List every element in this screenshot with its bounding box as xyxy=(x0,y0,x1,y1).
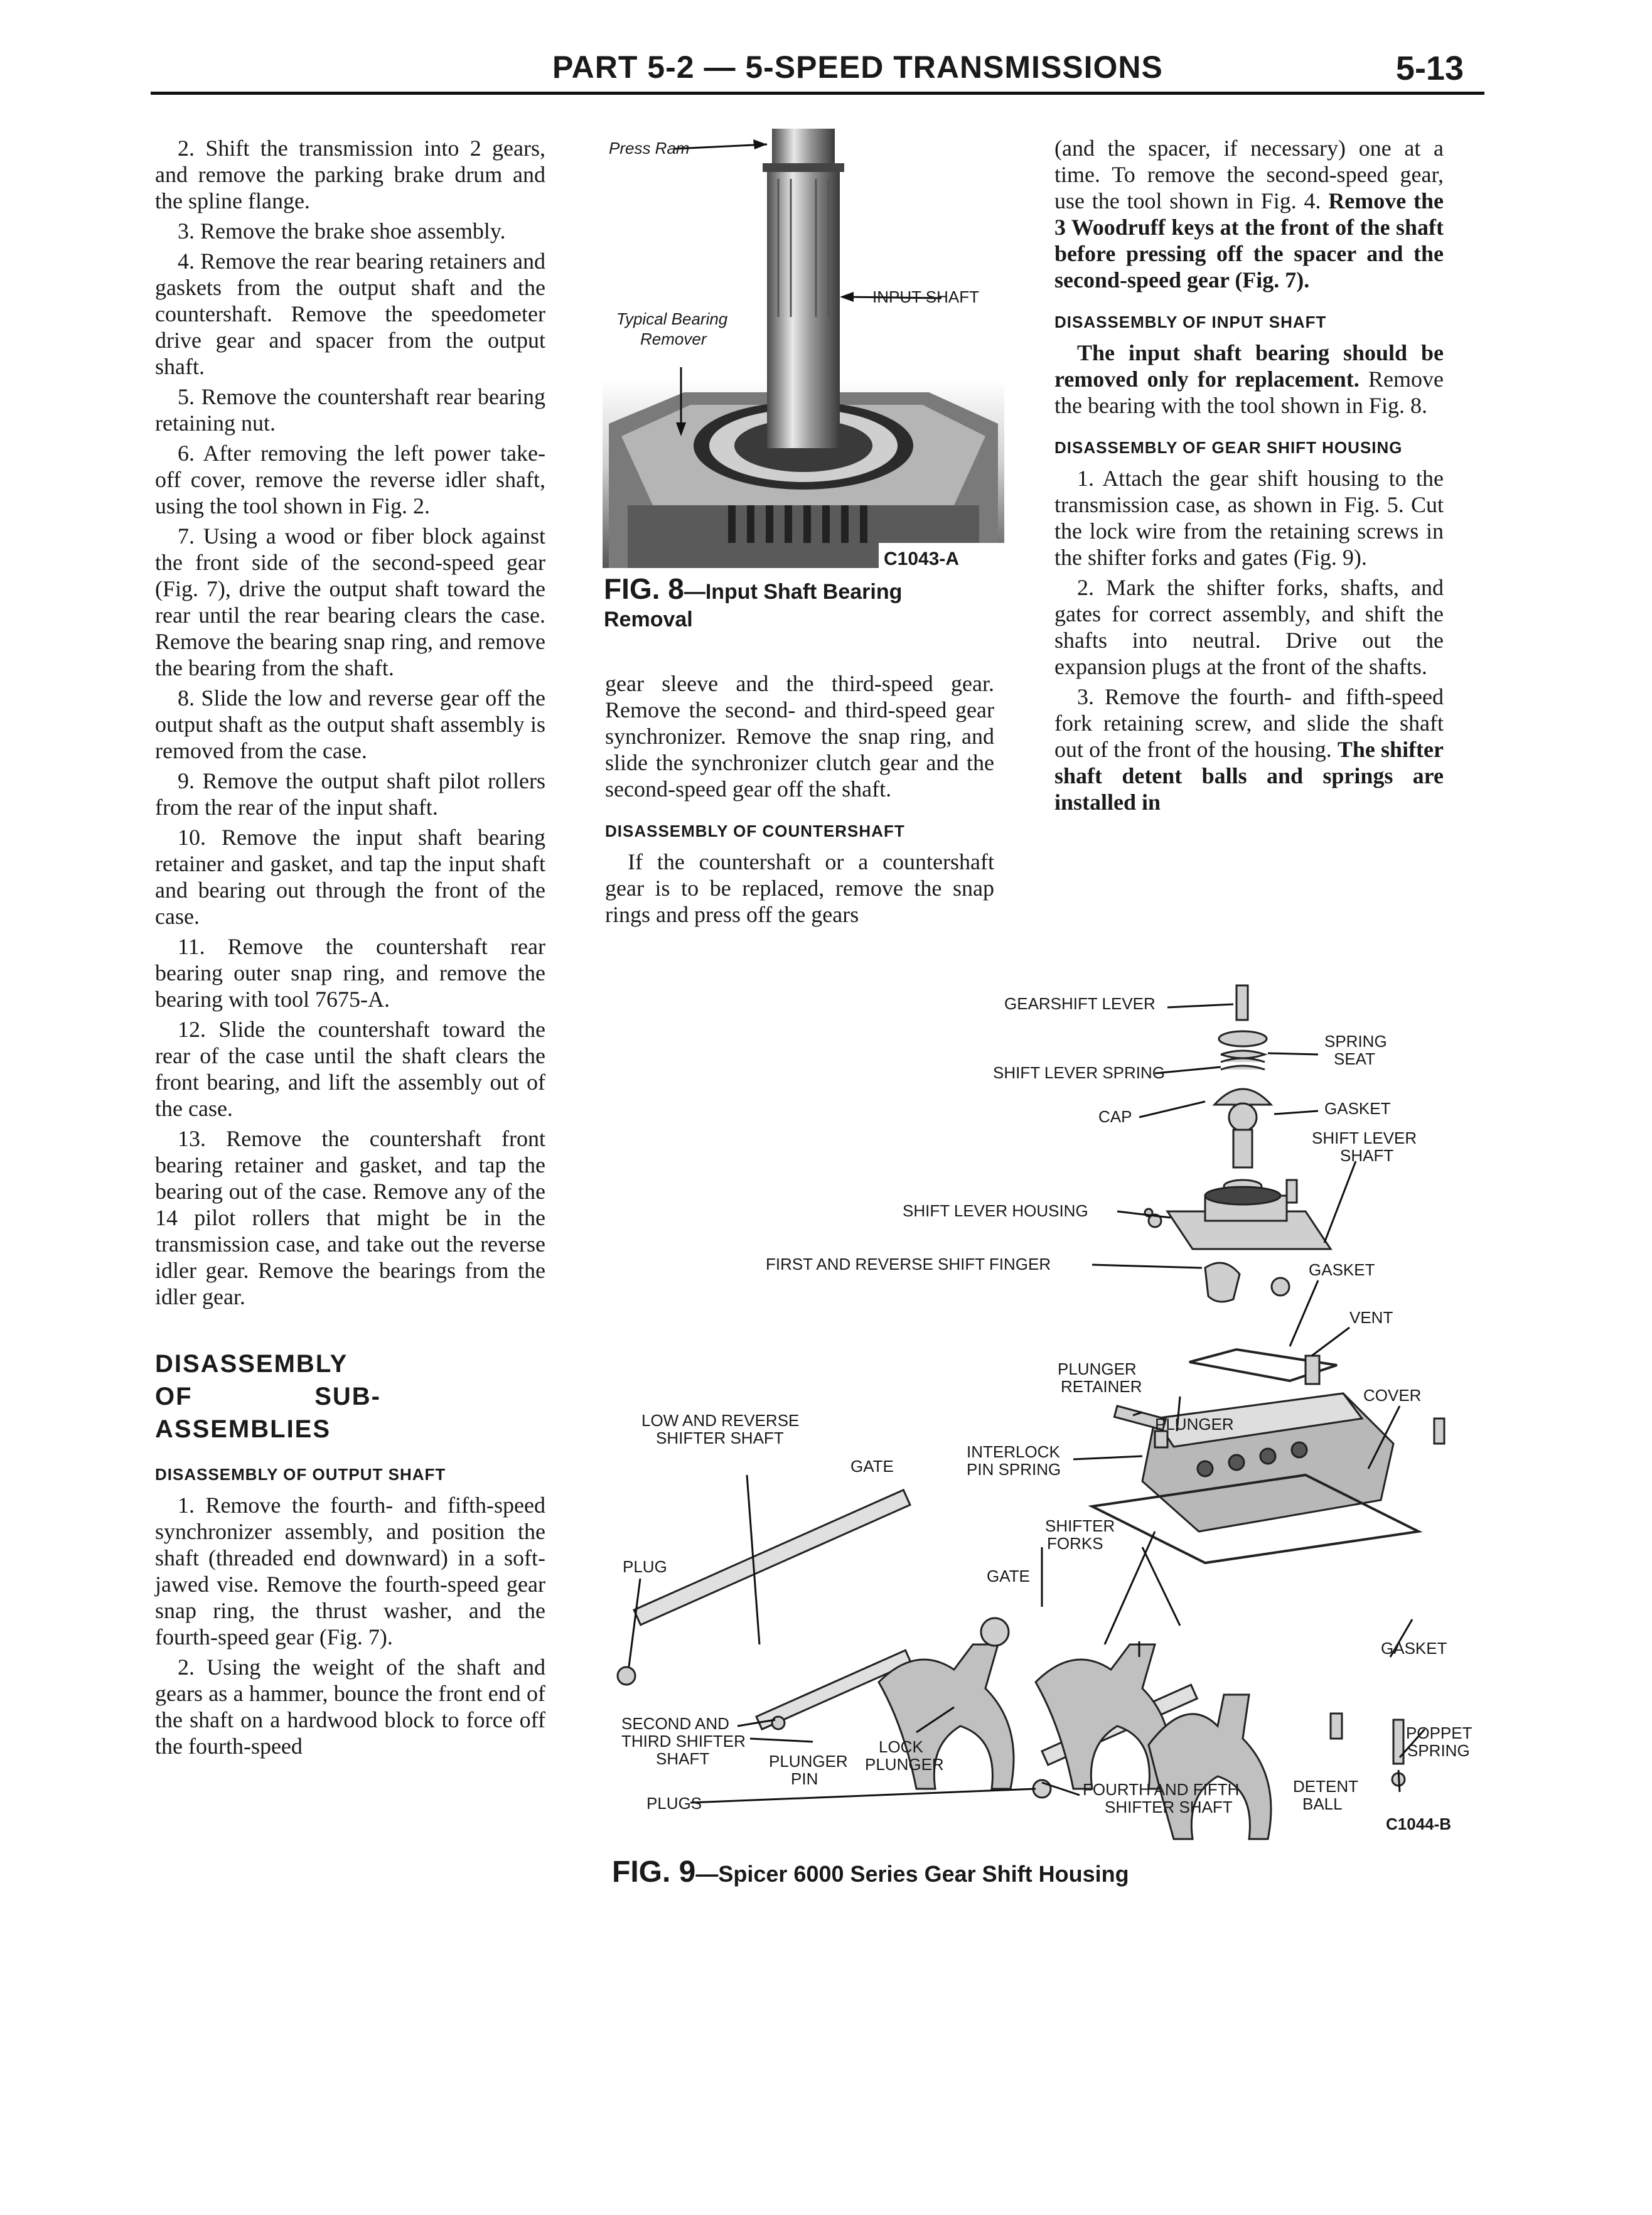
label-gasket-mid: GASKET xyxy=(1309,1260,1375,1279)
label-plunger: PLUNGER xyxy=(1155,1415,1234,1434)
label-plunger-retainer-1: PLUNGER xyxy=(1058,1360,1137,1378)
right-para-1-bold: Remove the 3 Woodruff keys at the front of the shaft before pressing off the spacer and the second-speed gear (Fig. 7). xyxy=(1054,188,1444,292)
fig9-caption-text: —Spicer 6000 Series Gear Shift Housing xyxy=(695,1861,1129,1887)
right-step-3 xyxy=(1054,684,1444,815)
label-plug: PLUG xyxy=(623,1557,667,1576)
fig9-diagram xyxy=(603,979,1494,1883)
page-number: 5-13 xyxy=(1395,50,1464,87)
right-para-2-bold: The input shaft bearing should be removed only for replacement. xyxy=(1054,340,1444,392)
label-cover: COVER xyxy=(1363,1386,1422,1405)
fig8-caption xyxy=(604,572,993,633)
fig8-caption-text: —Input Shaft Bearing Removal xyxy=(604,580,903,631)
label-gearshift-lever: GEARSHIFT LEVER xyxy=(1004,994,1156,1013)
label-first-reverse-finger: FIRST AND REVERSE SHIFT FINGER xyxy=(766,1255,1051,1274)
label-fourth-fifth-2: SHIFTER SHAFT xyxy=(1105,1798,1233,1816)
right-para-1-normal: (and the spacer, if necessary) one at a time. To remove the second-speed gear, use the tool shown in Fig. 4. xyxy=(1054,136,1444,213)
input-shaft-heading: DISASSEMBLY OF INPUT SHAFT xyxy=(1054,313,1327,331)
label-gate-1: GATE xyxy=(850,1457,894,1476)
step-10: 10. Remove the input shaft bearing retainer and gasket, and tap the input shaft and bearing out through the front of the case. xyxy=(155,825,545,929)
page-title: PART 5-2 — 5-SPEED TRANSMISSIONS xyxy=(552,50,1163,85)
label-detent-1: DETENT xyxy=(1293,1777,1358,1796)
label-interlock-2: PIN SPRING xyxy=(967,1460,1061,1479)
label-lock-plunger-2: PLUNGER xyxy=(865,1755,944,1774)
step-3: 3. Remove the brake shoe assembly. xyxy=(178,218,506,244)
countershaft-heading: DISASSEMBLY OF COUNTERSHAFT xyxy=(605,822,905,840)
label-second-third-3: SHAFT xyxy=(656,1749,710,1768)
output-step-1: 1. Remove the fourth- and fifth-speed synchronizer assembly, and position the shaft (threaded end downward) in a soft-jawed vise. Remove the fourth-speed gear snap ring, the thrust washer, and the fourth-speed gear (Fig. 7). xyxy=(155,1493,545,1649)
step-6: 6. After removing the left power take-off cover, remove the reverse idler shaft, using the tool shown in Fig. 2. xyxy=(155,441,545,518)
right-para-1 xyxy=(1054,135,1444,293)
right-para-2 xyxy=(1054,340,1444,419)
right-step-3-normal: 3. Remove the fourth- and fifth-speed fork retaining screw, and slide the shaft out of the front of the housing. xyxy=(1054,684,1444,762)
label-plugs: PLUGS xyxy=(646,1794,702,1813)
fig8-code: C1043-A xyxy=(884,549,960,569)
label-lock-plunger-1: LOCK xyxy=(879,1737,923,1756)
right-step-1: 1. Attach the gear shift housing to the transmission case, as shown in Fig. 5. Cut the lock wire from the retaining screws in the shifter forks and gates (Fig. 9). xyxy=(1054,466,1444,570)
label-gate-2: GATE xyxy=(987,1567,1030,1585)
fig8-press-ram-label: Press Ram xyxy=(609,139,690,158)
label-low-reverse-2: SHIFTER SHAFT xyxy=(656,1429,784,1447)
right-column xyxy=(1054,135,1444,819)
label-second-third-1: SECOND AND xyxy=(621,1714,729,1733)
label-vent: VENT xyxy=(1349,1308,1393,1327)
label-shift-lever-spring: SHIFT LEVER SPRING xyxy=(993,1063,1166,1082)
label-shift-lever-shaft-1: SHIFT LEVER xyxy=(1312,1129,1417,1147)
label-second-third-2: THIRD SHIFTER xyxy=(621,1732,746,1751)
middle-para-2: If the countershaft or a countershaft gear is to be replaced, remove the snap rings and press off the gears xyxy=(605,849,994,927)
fig8-input-shaft-text: INPUT SHAFT xyxy=(872,287,979,306)
label-detent-2: BALL xyxy=(1302,1794,1343,1813)
page-header xyxy=(0,44,1652,94)
output-shaft-heading: DISASSEMBLY OF OUTPUT SHAFT xyxy=(155,1465,446,1484)
fig8-remover-label-2: Remover xyxy=(640,330,707,348)
label-gasket-low: GASKET xyxy=(1381,1639,1447,1658)
label-interlock-1: INTERLOCK xyxy=(967,1442,1060,1461)
step-4: 4. Remove the rear bearing retainers and gaskets from the output shaft and the countershaft. Remove the speedometer drive gear and spacer from the output shaft. xyxy=(155,249,545,379)
middle-para-1: gear sleeve and the third-speed gear. Remove the second- and third-speed gear synchronizer. Remove the snap ring, and slide the synchronizer clutch gear and the second-speed gear off the shaft. xyxy=(605,671,994,802)
middle-column xyxy=(605,670,994,931)
label-shifter-forks-1: SHIFTER xyxy=(1045,1516,1115,1535)
fig9-caption xyxy=(612,1857,1428,1890)
label-spring-seat-2: SEAT xyxy=(1334,1049,1375,1068)
step-8: 8. Slide the low and reverse gear off the output shaft as the output shaft assembly is removed from the case. xyxy=(155,685,545,763)
label-gasket-top: GASKET xyxy=(1324,1099,1391,1118)
step-5: 5. Remove the countershaft rear bearing retaining nut. xyxy=(155,384,545,436)
label-cap: CAP xyxy=(1098,1107,1132,1126)
label-shifter-forks-2: FORKS xyxy=(1047,1534,1103,1553)
gear-shift-heading: DISASSEMBLY OF GEAR SHIFT HOUSING xyxy=(1054,438,1403,457)
section-heading: DISASSEMBLY OF SUB-ASSEMBLIES xyxy=(155,1350,381,1443)
label-shift-lever-housing: SHIFT LEVER HOUSING xyxy=(903,1201,1088,1220)
fig8-caption-fig: FIG. 8 xyxy=(604,572,684,605)
label-spring-seat-1: SPRING xyxy=(1324,1032,1387,1051)
step-12: 12. Slide the countershaft toward the rear of the case until the shaft clears the front bearing, and lift the assembly out of the case. xyxy=(155,1017,545,1121)
fig8-remover-label-1: Typical Bearing xyxy=(616,309,728,328)
label-poppet-1: POPPET xyxy=(1406,1724,1472,1742)
label-low-reverse-1: LOW AND REVERSE xyxy=(641,1411,800,1430)
step-13: 13. Remove the countershaft front bearing retainer and gasket, and tap the bearing out of the case. Remove any of the 14 pilot rollers that might be in the transmission case, and take out the reverse idler gear. Remove the bearings from the idler gear. xyxy=(155,1126,545,1309)
right-step-2: 2. Mark the shifter forks, shafts, and gates for correct assembly, and shift the shafts into neutral. Drive out the expansion plugs at the front of the shafts. xyxy=(1054,575,1444,679)
label-plunger-pin-1: PLUNGER xyxy=(769,1752,848,1771)
fig9-code: C1044-B xyxy=(1386,1815,1452,1833)
label-plunger-pin-2: PIN xyxy=(791,1769,818,1788)
left-column xyxy=(155,135,545,1763)
fig8-photo xyxy=(603,129,1004,574)
step-2: 2. Shift the transmission into 2 gears, and remove the parking brake drum and the spline flange. xyxy=(155,136,545,213)
step-9: 9. Remove the output shaft pilot rollers from the rear of the input shaft. xyxy=(155,768,545,820)
header-rule xyxy=(151,92,1484,95)
right-para-2-normal: Remove the bearing with the tool shown in Fig. 8. xyxy=(1054,367,1444,418)
label-plunger-retainer-2: RETAINER xyxy=(1061,1377,1142,1396)
label-shift-lever-shaft-2: SHAFT xyxy=(1340,1146,1394,1165)
output-step-2: 2. Using the weight of the shaft and gears as a hammer, bounce the front end of the shaft on a hardwood block to force off the fourth-speed xyxy=(155,1655,545,1759)
label-fourth-fifth-1: FOURTH AND FIFTH xyxy=(1083,1780,1240,1799)
label-poppet-2: SPRING xyxy=(1407,1741,1470,1760)
step-11: 11. Remove the countershaft rear bearing outer snap ring, and remove the bearing with tool 7675-A. xyxy=(155,934,545,1012)
fig9-caption-fig: FIG. 9 xyxy=(612,1855,696,1889)
right-step-3-bold: The shifter shaft detent balls and springs are installed in xyxy=(1054,737,1444,815)
step-7: 7. Using a wood or fiber block against the front side of the second-speed gear (Fig. 7), drive the output shaft toward the rear until the rear bearing clears the case. Remove the bearing snap ring, and remove the bearing from the shaft. xyxy=(155,523,545,680)
